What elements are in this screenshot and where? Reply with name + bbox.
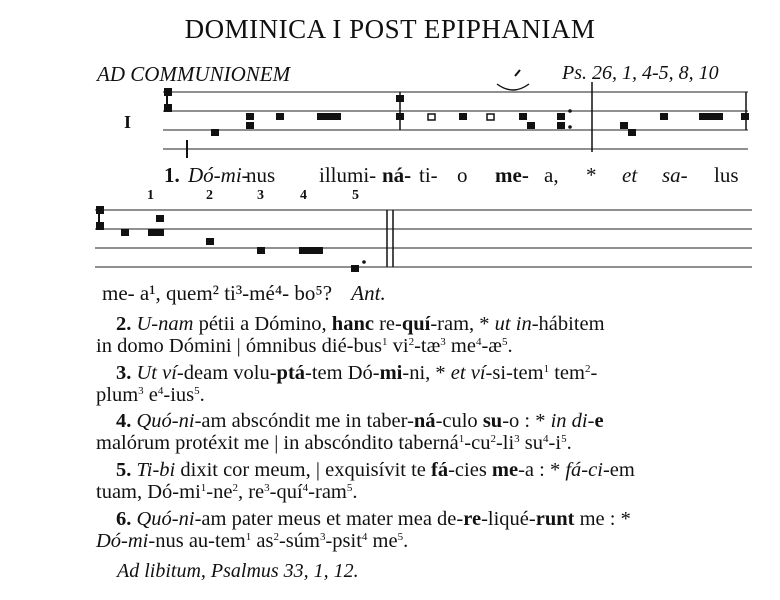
verse-number: 3. — [116, 362, 132, 384]
section-heading: AD COMMUNIONEM — [97, 62, 291, 86]
lyric-syllable: illumi- — [319, 163, 377, 187]
psalm-reference: Ps. 26, 1, 4-5, 8, 10 — [562, 62, 719, 84]
antiphon-marker: Ant. — [351, 281, 386, 305]
verse-line: in domo Dómini | ómnibus dié-bus$^1$ $vi^2-tæ^3$ $me^4-æ^5$. — [96, 335, 513, 357]
verse-number: 6. — [116, 508, 132, 530]
verse-line: 4. Quó-ni-am abscóndit me in taber-ná-culo su-o : * in di-e — [116, 410, 604, 432]
lyric-text: me- a¹, quem² ti³-mé⁴- bo⁵? — [102, 281, 333, 305]
verse-number: 2. — [116, 313, 132, 335]
verse-line: 3. Ut ví-deam volu-ptá-tem Dó-mi-ni, * et ví-si-tem$^1$ tem$^2$- — [116, 362, 598, 384]
chant-lyrics-line-2 — [102, 281, 386, 306]
episema-number: 2 — [206, 188, 213, 203]
verse-line: Dó-mi-nus au-tem$^1$ $as^2-súm^3-psit^4$ $me^5$. — [96, 530, 409, 552]
lyric-syllable: * — [586, 163, 597, 187]
verse-line: tuam, $Dó-mi^1-ne^2$, $re^3-quí^4-ram^5$. — [96, 481, 358, 503]
footer-note: Ad libitum, Psalmus 33, 1, 12. — [117, 560, 359, 582]
verse-line: 6. Quó-ni-am pater meus et mater mea de-re-liqué-runt me : * — [116, 508, 631, 530]
lyric-syllable: et — [622, 163, 638, 187]
episema-number: 1 — [147, 188, 154, 203]
page-title: DOMINICA I POST EPIPHANIAM — [184, 14, 596, 44]
verse-number: 5. — [116, 459, 132, 481]
lyric-syllable: ná- — [382, 163, 412, 187]
lyric-syllable: 1. — [164, 163, 180, 187]
lyric-syllable: Dó-mi- — [188, 163, 249, 187]
episema-number: 5 — [352, 188, 359, 203]
lyric-syllable: ti- — [419, 163, 438, 187]
lyric-syllable: a, — [544, 163, 559, 187]
lyric-syllable: sa- — [662, 163, 688, 187]
lyric-syllable: me- — [495, 163, 529, 187]
lyric-syllable: o — [457, 163, 468, 187]
verse-number: 4. — [116, 410, 132, 432]
verse-line: 2. U-nam pétii a Dómino, hanc re-quí-ram, * ut in-hábitem — [116, 313, 605, 335]
verse-line: plum$^3$ $e^4-ius^5$. — [96, 384, 205, 406]
lyric-syllable: lus — [714, 163, 739, 187]
verse-line: 5. Ti-bi dixit cor meum, | exquisívit te fá-cies me-a : * fá-ci-em — [116, 459, 635, 481]
episema-number: 4 — [300, 188, 307, 203]
verse-line: malórum protéxit me | in abscóndito $taberná^1-cu^2-li^3$ $su^4-i^5$. — [96, 432, 572, 454]
episema-number: 3 — [257, 188, 264, 203]
lyric-syllable: nus — [246, 163, 276, 187]
mode-number: I — [124, 112, 132, 132]
